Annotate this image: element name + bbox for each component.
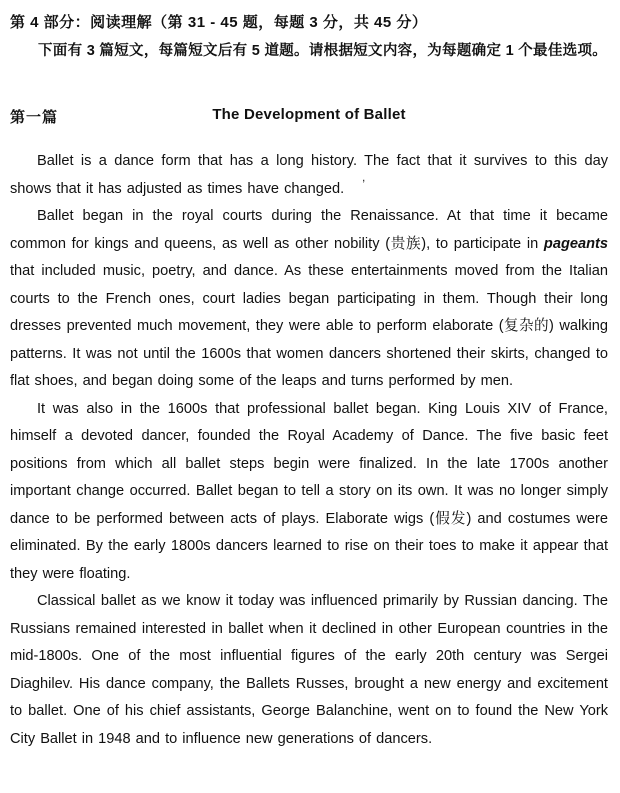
section-heading: 第 4 部分：阅读理解（第 31 - 45 题，每题 3 分，共 45 分） [10, 14, 428, 31]
paragraph-text: Ballet began in the royal courts during the Renaissance. At that time it became common for kings and queens, as well as other nobility (贵族), to participate in [10, 208, 608, 252]
paragraph-text: Classical ballet as we know it today was influenced primarily by Russian dancing. The Russians remained interested in ballet when it declined in other European countries in the mid-1800s. One of the most influential figures of the early 20th century was Sergei Diaghilev. His dance company, the Ballets Russes, brought a new energy and excitement to ballet. One of his chief assistants, George Balanchine, went on to found the New York City Ballet in 1948 and to influence new generations of dancers. [10, 593, 608, 747]
passage-paragraph [10, 588, 608, 753]
passage-body [10, 148, 608, 753]
paragraph-text: It was also in the 1600s that professional ballet began. King Louis XIV of France, himself a devoted dancer, founded the Royal Academy of Dance. The five basic feet positions from which all ballet steps begin were finalized. In the late 1700s another important change occurred. Ballet began to tell a story on its own. It was no longer simply dance to be performed between acts of plays. Elaborate wigs (假发) and costumes were eliminated. By the early 1800s dancers learned to rise on their toes to make it appear that they were floating. [10, 400, 608, 582]
passage-label: 第一篇 [10, 109, 59, 126]
paragraph-text: that included music, poetry, and dance. As these entertainments moved from the Italian courts to the French ones, court ladies began participating in them. Though their long dresses prevented much movement, they were able to perform elaborate (复杂的) walking patterns. It was not until the 1600s that women dancers shortened their skirts, changed to flat shoes, and began doing some of the leaps and turns performed by men. [10, 263, 608, 389]
passage-title-row [10, 106, 608, 128]
passage-paragraph [10, 396, 608, 589]
section-instructions: 下面有 3 篇短文，每篇短文后有 5 道题。请根据短文内容，为每题确定 1 个最佳选项。 [38, 43, 608, 59]
paragraph-text: Ballet is a dance form that has a long history. The fact that it survives to this day shows that it has adjusted as times have changed. [10, 153, 608, 197]
scan-artifact: , [362, 170, 366, 184]
passage-paragraph [10, 148, 608, 203]
passage-paragraph [10, 203, 608, 396]
emphasized-term: pageants [543, 235, 608, 252]
passage-title: The Development of Ballet [212, 106, 406, 123]
